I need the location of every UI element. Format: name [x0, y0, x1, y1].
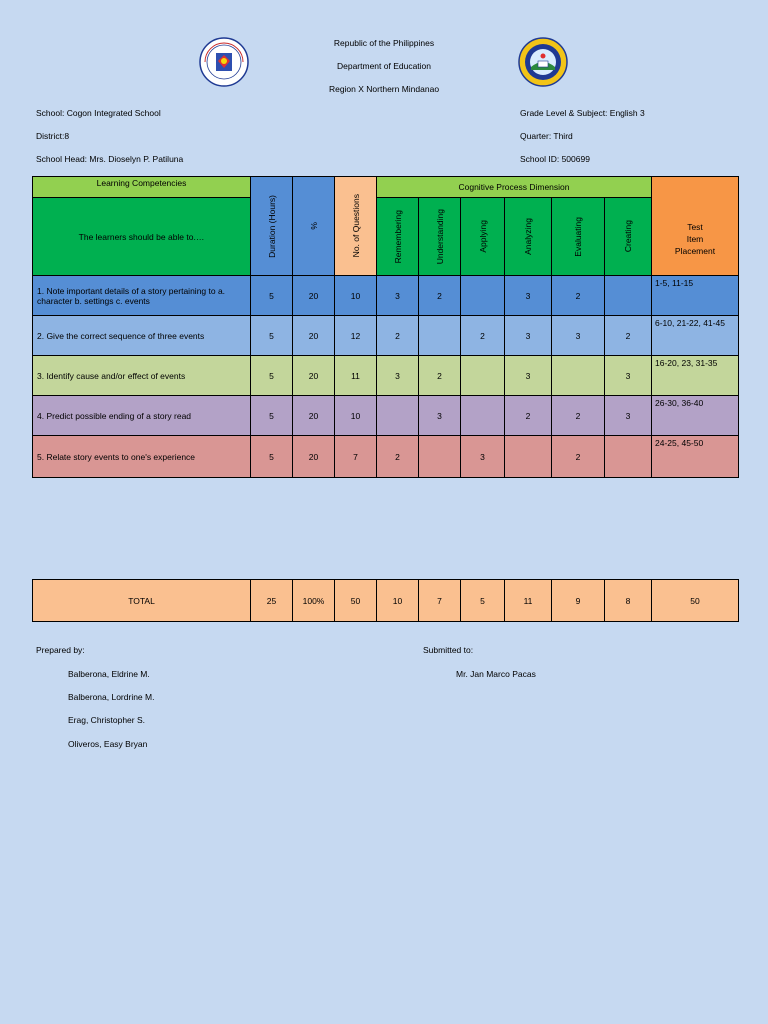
- competency-cell: 3. Identify cause and/or effect of events: [32, 355, 251, 396]
- understanding-header: [418, 197, 461, 276]
- duration-cell: 5: [250, 395, 293, 436]
- placement-cell: 1-5, 11-15: [651, 275, 739, 316]
- percent-cell: 20: [292, 355, 335, 396]
- evaluating-cell: 2: [551, 275, 605, 316]
- creating-cell: [604, 275, 652, 316]
- duration-cell: 5: [250, 435, 293, 478]
- questions-cell: 10: [334, 275, 377, 316]
- header-region: Region X Northern Mindanao: [328, 84, 440, 94]
- duration-cell: 5: [250, 355, 293, 396]
- remembering-cell: 3: [376, 355, 419, 396]
- percent-cell: 20: [292, 395, 335, 436]
- applying-cell: 2: [460, 315, 505, 356]
- questions-header: [334, 176, 377, 276]
- creating-cell: [604, 435, 652, 478]
- duration-header-label: Duration (Hours): [266, 194, 277, 258]
- understanding-cell: [418, 315, 461, 356]
- percent-header-label: %: [308, 222, 319, 230]
- analyzing-cell: 3: [504, 275, 552, 316]
- percent-cell: 20: [292, 435, 335, 478]
- total-evaluating: 9: [551, 579, 605, 622]
- total-understanding: 7: [418, 579, 461, 622]
- evaluating-cell: 3: [551, 315, 605, 356]
- header-department: Department of Education: [336, 61, 432, 71]
- evaluating-header-label: Evaluating: [573, 216, 583, 257]
- competency-cell: 4. Predict possible ending of a story read: [32, 395, 251, 436]
- understanding-cell: 3: [418, 395, 461, 436]
- analyzing-header-label: Analyzing: [523, 218, 533, 255]
- school-id: School ID: 500699: [520, 154, 590, 164]
- prepared-by-label: Prepared by:: [36, 645, 85, 655]
- applying-header-label: Applying: [477, 220, 488, 253]
- placement-cell: 16-20, 23, 31-35: [651, 355, 739, 396]
- questions-cell: 11: [334, 355, 377, 396]
- remembering-header-label: Remembering: [392, 209, 403, 264]
- understanding-cell: [418, 435, 461, 478]
- remembering-cell: 2: [376, 315, 419, 356]
- placement-cell: 6-10, 21-22, 41-45: [651, 315, 739, 356]
- total-analyzing: 11: [504, 579, 552, 622]
- placement-header-line3: Placement: [674, 246, 716, 256]
- total-duration: 25: [250, 579, 293, 622]
- applying-cell: [460, 355, 505, 396]
- understanding-cell: 2: [418, 275, 461, 316]
- total-percent: 100%: [292, 579, 335, 622]
- analyzing-cell: 3: [504, 355, 552, 396]
- district: District:8: [36, 131, 70, 141]
- total-creating: 8: [604, 579, 652, 622]
- applying-cell: [460, 395, 505, 436]
- applying-cell: [460, 275, 505, 316]
- duration-cell: 5: [250, 315, 293, 356]
- creating-cell: 3: [604, 355, 652, 396]
- creating-cell: 3: [604, 395, 652, 436]
- duration-cell: 5: [250, 275, 293, 316]
- questions-cell: 7: [334, 435, 377, 478]
- placement-cell: 26-30, 36-40: [651, 395, 739, 436]
- preparer-name: Erag, Christopher S.: [68, 715, 146, 725]
- preparer-name: Balberona, Eldrine M.: [68, 669, 150, 679]
- analyzing-cell: [504, 435, 552, 478]
- creating-header: [604, 197, 652, 276]
- test-item-placement-header: [651, 176, 739, 276]
- duration-header: [250, 176, 293, 276]
- evaluating-header: [551, 197, 605, 276]
- analyzing-cell: 3: [504, 315, 552, 356]
- questions-cell: 10: [334, 395, 377, 436]
- remembering-cell: 2: [376, 435, 419, 478]
- creating-header-label: Creating: [623, 220, 633, 253]
- creating-cell: 2: [604, 315, 652, 356]
- placement-cell: 24-25, 45-50: [651, 435, 739, 478]
- applying-cell: 3: [460, 435, 505, 478]
- evaluating-cell: 2: [551, 435, 605, 478]
- questions-header-label: No. of Questions: [350, 194, 361, 258]
- competency-cell: 1. Note important details of a story pertaining to a. character b. settings c. events: [32, 275, 251, 316]
- learners-should-header: The learners should be able to.…: [32, 197, 251, 276]
- remembering-header: [376, 197, 419, 276]
- total-label: TOTAL: [32, 579, 251, 622]
- understanding-cell: 2: [418, 355, 461, 396]
- grade-subject: Grade Level & Subject: English 3: [520, 108, 645, 118]
- total-applying: 5: [460, 579, 505, 622]
- cognitive-dimension-header: Cognitive Process Dimension: [376, 176, 652, 198]
- total-remembering: 10: [376, 579, 419, 622]
- header-republic: Republic of the Philippines: [333, 38, 435, 48]
- preparer-name: Oliveros, Easy Bryan: [68, 739, 148, 749]
- school-name: School: Cogon Integrated School: [36, 108, 161, 118]
- evaluating-cell: [551, 355, 605, 396]
- analyzing-header: [504, 197, 552, 276]
- learning-competencies-header: Learning Competencies: [32, 176, 251, 198]
- quarter: Quarter: Third: [520, 131, 573, 141]
- competency-cell: 5. Relate story events to one's experience: [32, 435, 251, 478]
- percent-header: [292, 176, 335, 276]
- understanding-header-label: Understanding: [434, 208, 445, 265]
- questions-cell: 12: [334, 315, 377, 356]
- placement-header-line2: Item: [686, 234, 704, 244]
- percent-cell: 20: [292, 275, 335, 316]
- remembering-cell: 3: [376, 275, 419, 316]
- applying-header: [460, 197, 505, 276]
- analyzing-cell: 2: [504, 395, 552, 436]
- submitted-to-name: Mr. Jan Marco Pacas: [456, 669, 536, 679]
- evaluating-cell: 2: [551, 395, 605, 436]
- competency-cell: 2. Give the correct sequence of three events: [32, 315, 251, 356]
- remembering-cell: [376, 395, 419, 436]
- total-questions: 50: [334, 579, 377, 622]
- preparer-name: Balberona, Lordrine M.: [68, 692, 155, 702]
- submitted-to-label: Submitted to:: [423, 645, 474, 655]
- school-head: School Head: Mrs. Dioselyn P. Patiluna: [36, 154, 184, 164]
- placement-header-line1: Test: [687, 222, 703, 232]
- total-placement: 50: [651, 579, 739, 622]
- percent-cell: 20: [292, 315, 335, 356]
